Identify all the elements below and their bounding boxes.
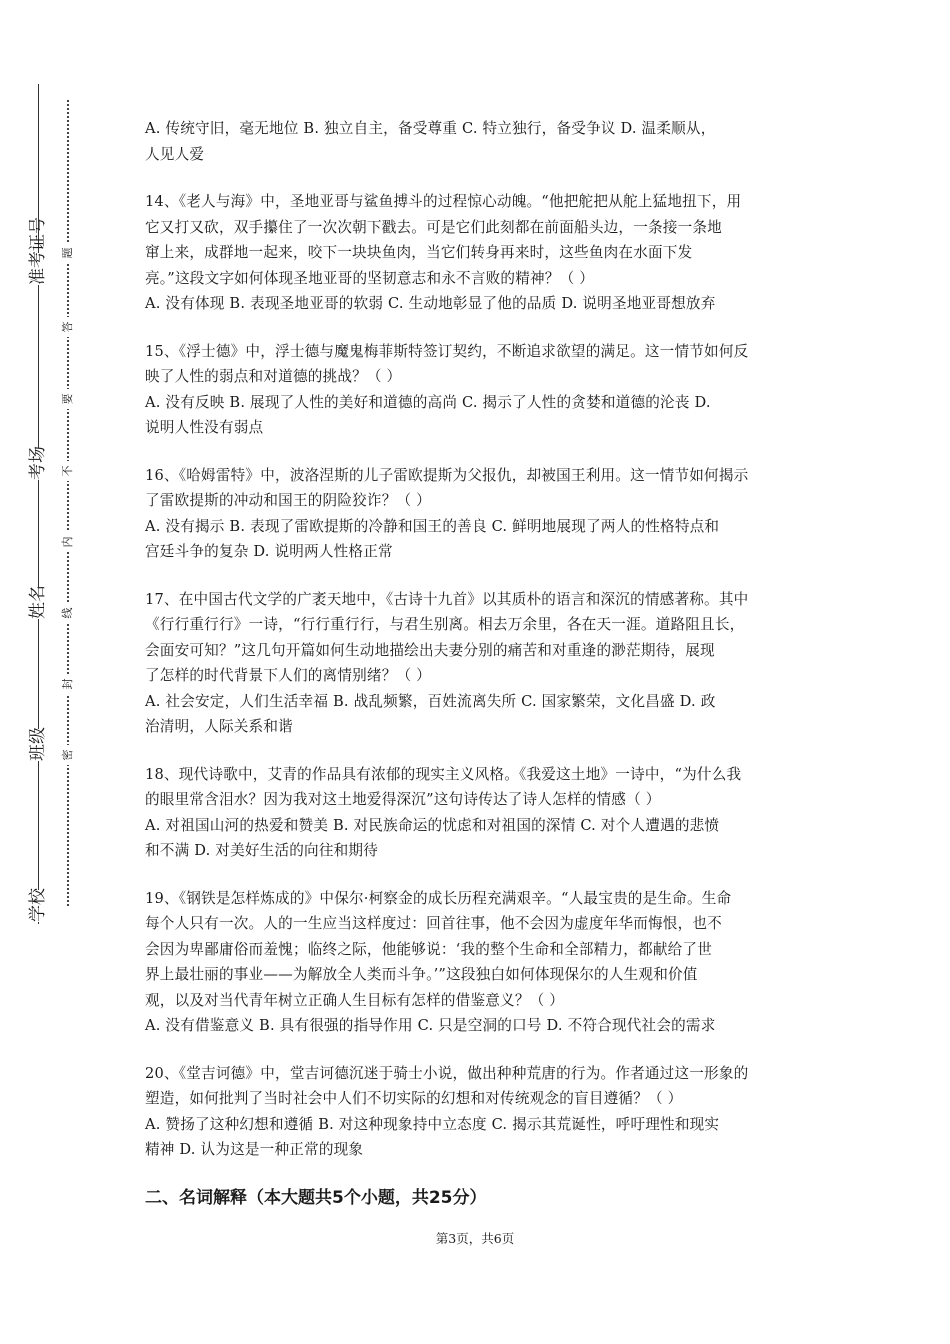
question-options: A. 没有借鉴意义 B. 具有很强的指导作用 C. 只是空洞的口号 D. 不符合现代社会的需求	[145, 1017, 716, 1034]
binding-margin	[0, 0, 90, 1344]
question-options: 和不满 D. 对美好生活的向往和期待	[145, 842, 379, 859]
binding-solid-line	[38, 84, 39, 924]
question-line: 会因为卑鄙庸俗而羞愧；临终之际，他能够说：‘我的整个生命和全部精力，都献给了世	[145, 940, 713, 958]
label-exam-number: 准考证号	[28, 217, 48, 285]
question-line: 会面安可知？”这几句开篇如何生动地描绘出夫妻分别的痛苦和对重逢的渺茫期待，展现	[145, 641, 715, 659]
question-options: 说明人性没有弱点	[145, 419, 264, 436]
page-footer: 第3页，共6页	[435, 1231, 515, 1246]
question-options: A. 对祖国山河的热爱和赞美 B. 对民族命运的忧虑和对祖国的深情 C. 对个人遭遇的悲愤	[145, 816, 720, 834]
question-options: A. 没有反映 B. 展现了人性的美好和道德的高尚 C. 揭示了人性的贪婪和道德的沦丧 D.	[145, 393, 711, 411]
label-exam-room: 考场	[28, 446, 48, 480]
seal-char-bu: 不	[59, 461, 77, 481]
question-line: 观，以及对当代青年树立正确人生目标有怎样的借鉴意义？（ ）	[145, 991, 565, 1009]
question-15	[145, 339, 810, 441]
question-line: 了雷欧提斯的冲动和国王的阴险狡诈？（ ）	[145, 492, 431, 509]
question-line: 界上最壮丽的事业——为解放全人类而斗争。’”这段独白如何体现保尔的人生观和价值	[145, 966, 698, 983]
question-options: A. 没有揭示 B. 表现了雷欧提斯的冷静和国王的善良 C. 鲜明地展现了两人的性格特点和	[145, 517, 720, 535]
question-line: A. 传统守旧，毫无地位 B. 独立自主，备受尊重 C. 特立独行，备受争议 D. 温柔顺从，	[145, 120, 716, 137]
question-options: A. 赞扬了这种幻想和遵循 B. 对这种现象持中立态度 C. 揭示其荒诞性，呼吁理性和现实	[145, 1115, 720, 1133]
seal-char-da: 答	[59, 317, 77, 337]
question-line: 14、《老人与海》中，圣地亚哥与鲨鱼搏斗的过程惊心动魄。“他把舵把从舵上猛地扭下，用	[145, 193, 742, 210]
question-line: 映了人性的弱点和对道德的挑战？（ ）	[145, 368, 402, 385]
label-name: 姓名	[28, 585, 48, 619]
question-line: 《行行重行行》一诗，“行行重行行，与君生别离。相去万余里，各在天一涯。道路阻且长，	[145, 616, 745, 633]
seal-char-nei: 内	[59, 532, 77, 552]
question-line: 18、现代诗歌中，艾青的作品具有浓郁的现实主义风格。《我爱这土地》一诗中，“为什么我	[145, 765, 742, 783]
question-options: A. 社会安定，人们生活幸福 B. 战乱频繁，百姓流离失所 C. 国家繁荣，文化昌盛 D. 政	[145, 692, 716, 710]
question-17	[145, 587, 810, 740]
question-options: A. 没有体现 B. 表现圣地亚哥的软弱 C. 生动地彰显了他的品质 D. 说明圣地亚哥想放弃	[145, 295, 716, 312]
question-options: 精神 D. 认为这是一种正常的现象	[145, 1141, 364, 1158]
label-class: 班级	[28, 727, 48, 761]
seal-char-xian: 线	[59, 603, 77, 623]
question-line: 它又打又砍，双手攥住了一次次朝下戳去。可是它们此刻都在前面船头边，一条接一条地	[145, 218, 722, 236]
question-19	[145, 886, 810, 1039]
seal-char-yao: 要	[59, 389, 77, 409]
question-line: 亮。”这段文字如何体现圣地亚哥的坚韧意志和永不言败的精神？（ ）	[145, 269, 595, 287]
question-line: 20、《堂吉诃德》中，堂吉诃德沉迷于骑士小说，做出种种荒唐的行为。作者通过这一形象的	[145, 1064, 749, 1082]
question-13-options	[145, 116, 810, 167]
question-14	[145, 189, 810, 317]
question-line: 16、《哈姆雷特》中，波洛涅斯的儿子雷欧提斯为父报仇，却被国王利用。这一情节如何揭示	[145, 466, 749, 484]
question-line: 15、《浮士德》中，浮士德与魔鬼梅菲斯特签订契约，不断追求欲望的满足。这一情节如何反	[145, 342, 749, 360]
label-school: 学校	[28, 888, 48, 922]
question-line: 了怎样的时代背景下人们的离情别绪？（ ）	[145, 667, 431, 684]
question-options: 治清明，人际关系和谐	[145, 718, 293, 735]
binding-dotted-line	[67, 100, 69, 906]
question-18	[145, 762, 810, 864]
question-line: 人见人爱	[145, 145, 205, 163]
seal-char-feng: 封	[59, 674, 77, 694]
question-line: 17、在中国古代文学的广袤天地中，《古诗十九首》以其质朴的语言和深沉的情感著称。其中	[145, 590, 749, 608]
question-line: 19、《钢铁是怎样炼成的》中保尔·柯察金的成长历程充满艰辛。“人最宝贵的是生命。生命	[145, 889, 732, 907]
seal-char-mi: 密	[59, 745, 77, 765]
question-line: 塑造，如何批判了当时社会中人们不切实际的幻想和对传统观念的盲目遵循？（ ）	[145, 1090, 683, 1107]
question-line: 窜上来，成群地一起来，咬下一块块鱼肉，当它们转身再来时，这些鱼肉在水面下发	[145, 244, 693, 261]
question-line: 的眼里常含泪水？因为我对这土地爱得深沉”这句诗传达了诗人怎样的情感（ ）	[145, 791, 661, 808]
seal-char-ti: 题	[59, 243, 77, 263]
exam-content	[145, 116, 810, 1211]
section-heading: 二、名词解释（本大题共5个小题，共25分）	[145, 1187, 487, 1208]
question-line: 每个人只有一次。人的一生应当这样度过：回首往事，他不会因为虚度年华而悔恨，也不	[145, 915, 722, 932]
question-16	[145, 463, 810, 565]
question-20	[145, 1061, 810, 1163]
question-options: 宫廷斗争的复杂 D. 说明两人性格正常	[145, 543, 393, 560]
